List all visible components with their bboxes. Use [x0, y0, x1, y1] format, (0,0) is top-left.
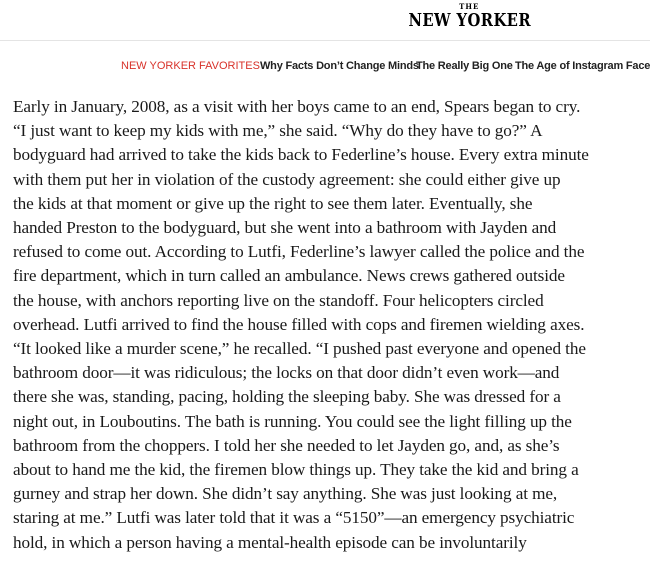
article-line: the kids at that moment or give up the right to see them later. Eventually, she	[13, 193, 533, 213]
nav-link-really-big-one[interactable]: The Really Big One	[416, 60, 513, 72]
article-line: bodyguard had arrived to take the kids back to Federline’s house. Every extra minute	[13, 145, 589, 165]
favorites-nav	[0, 55, 650, 79]
article-line: handed Preston to the bodyguard, but she went into a bathroom with Jayden and	[13, 218, 557, 238]
nav-link-why-facts[interactable]: Why Facts Don’t Change Minds	[260, 60, 419, 72]
masthead	[0, 0, 650, 41]
article-line: bathroom from the choppers. I told her she needed to let Jayden go, and, as she’s	[13, 435, 560, 455]
article-line: “It looked like a murder scene,” he recalled. “I pushed past everyone and opened the	[13, 339, 586, 359]
logo-the: THE	[459, 2, 480, 11]
article-line: Early in January, 2008, as a visit with her boys came to an end, Spears began to cry.	[13, 97, 581, 116]
article-line: about to hand me the kid, the firemen blow things up. They take the kid and bring a	[13, 460, 579, 480]
article-body	[13, 95, 645, 555]
article-line: there she was, standing, pacing, holding the sleeping baby. She was dressed for a	[13, 387, 561, 407]
article-line: staring at me.” Lutfi was later told that it was a “5150”—an emergency psychiatric	[13, 508, 575, 528]
nav-favorites-link[interactable]: NEW YORKER FAVORITES	[121, 60, 260, 72]
logo-name: NEW YORKER	[407, 10, 531, 31]
article-line: gurney and strap her down. She didn’t say anything. She was just looking at me,	[13, 484, 558, 504]
article-line: fire department, which in turn called an ambulance. News crews gathered outside	[13, 266, 565, 286]
article-line: hold, in which a person having a mental-health episode can be involuntarily	[13, 532, 527, 552]
article-line: night out, in Louboutins. The bath is running. You could see the light filling up the	[13, 411, 572, 431]
article-line: with them put her in violation of the custody agreement: she could either give up	[13, 169, 561, 189]
article-line: bathroom door—it was ridiculous; the locks on that door didn’t even work—and	[13, 363, 560, 383]
article-line: overhead. Lutfi arrived to find the house filled with cops and firemen wielding axes.	[13, 314, 585, 334]
article-line: refused to come out. According to Lutfi, Federline’s lawyer called the police and the	[13, 242, 585, 262]
nav-link-instagram-face[interactable]: The Age of Instagram Face	[515, 60, 650, 72]
article-line: “I just want to keep my kids with me,” she said. “Why do they have to go?” A	[13, 121, 543, 141]
article-line: the house, with anchors reporting live on the standoff. Four helicopters circled	[13, 290, 544, 310]
article-paragraph	[13, 95, 645, 555]
new-yorker-logo[interactable]	[395, 3, 544, 31]
